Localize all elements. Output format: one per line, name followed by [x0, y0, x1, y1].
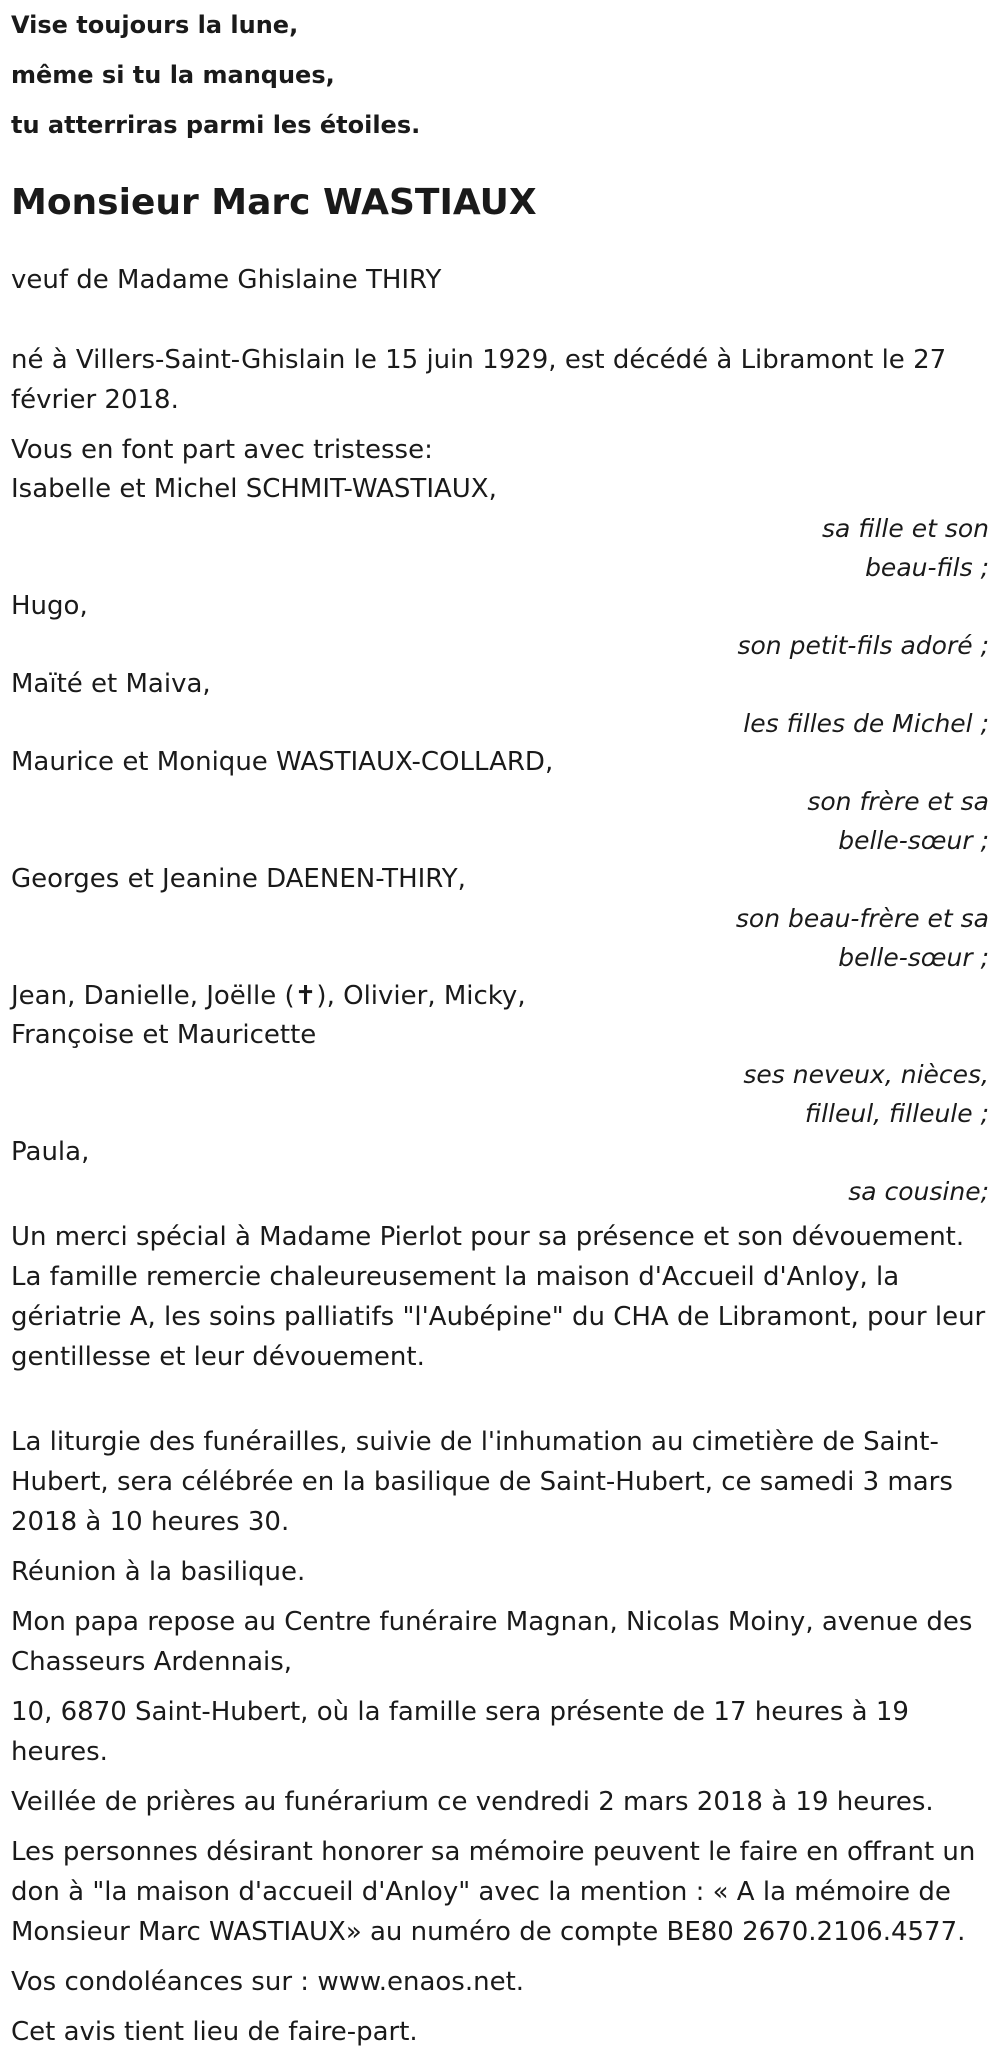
- family-names: Georges et Jeanine DAENEN-THIRY,: [11, 864, 466, 894]
- notice-text: Cet avis tient lieu de faire-part.: [11, 2017, 418, 2047]
- reunion-text: Réunion à la basilique.: [11, 1557, 306, 1587]
- quote-line: même si tu la manques,: [11, 61, 335, 89]
- family-entry: [11, 1133, 989, 1211]
- family-names: Françoise et Mauricette: [11, 1020, 317, 1050]
- birth-death-text: né à Villers-Saint-Ghislain le 15 juin 1929, est décédé à Libramont le 27 février 2018.: [11, 345, 947, 415]
- family-relation: belle-sœur ;: [838, 943, 989, 972]
- family-list: [11, 470, 989, 1211]
- family-relation: sa fille et son: [822, 514, 989, 543]
- family-relation: filleul, filleule ;: [804, 1099, 989, 1128]
- family-names: Jean, Danielle, Joëlle (✝), Olivier, Micky,: [11, 981, 526, 1011]
- family-relation: son frère et sa: [807, 787, 989, 816]
- vigil-text: Veillée de prières au funérarium ce vendredi 2 mars 2018 à 19 heures.: [11, 1787, 934, 1817]
- family-relation: belle-sœur ;: [838, 826, 989, 855]
- family-entry: [11, 665, 989, 743]
- family-names: Paula,: [11, 1137, 90, 1167]
- family-entry: [11, 587, 989, 665]
- family-names: Hugo,: [11, 591, 88, 621]
- family-relation: son beau-frère et sa: [735, 904, 989, 933]
- widow-of-text: veuf de Madame Ghislaine THIRY: [11, 265, 442, 295]
- family-relation: son petit-fils adoré ;: [737, 631, 989, 660]
- opening-quote: [11, 0, 989, 150]
- family-entry: [11, 977, 989, 1133]
- family-names: Isabelle et Michel SCHMIT-WASTIAUX,: [11, 474, 497, 504]
- special-thanks: Un merci spécial à Madame Pierlot pour sa présence et son dévouement.: [11, 1222, 965, 1252]
- family-entry: [11, 743, 989, 860]
- rest-place: Mon papa repose au Centre funéraire Magnan, Nicolas Moiny, avenue des Chasseurs Ardennais,: [11, 1607, 973, 1677]
- condolences-text: Vos condoléances sur : www.enaos.net.: [11, 1967, 525, 1997]
- family-names: Maurice et Monique WASTIAUX-COLLARD,: [11, 747, 554, 777]
- deceased-name-title: Monsieur Marc WASTIAUX: [11, 182, 537, 223]
- family-relation: ses neveux, nièces,: [743, 1060, 989, 1089]
- family-thanks: La famille remercie chaleureusement la maison d'Accueil d'Anloy, la gériatrie A, les soins palliatifs "l'Aubépine" du CHA de Libramont, pour leur gentillesse et leur dévouement.: [11, 1262, 986, 1372]
- family-relation: sa cousine;: [848, 1177, 989, 1206]
- family-relation: les filles de Michel ;: [743, 709, 989, 738]
- funeral-liturgy: La liturgie des funérailles, suivie de l'inhumation au cimetière de Saint-Hubert, sera célébrée en la basilique de Saint-Hubert, ce samedi 3 mars 2018 à 10 heures 30.: [11, 1427, 953, 1537]
- donation-text: Les personnes désirant honorer sa mémoire peuvent le faire en offrant un don à "la maison d'accueil d'Anloy" avec la mention : « A la mémoire de Monsieur Marc WASTIAUX» au numéro de compte BE80 2670.2106.4577.: [11, 1837, 976, 1947]
- quote-line: tu atterriras parmi les étoiles.: [11, 111, 421, 139]
- family-names: Maïté et Maiva,: [11, 669, 211, 699]
- family-entry: [11, 470, 989, 587]
- quote-line: Vise toujours la lune,: [11, 11, 299, 39]
- family-relation: beau-fils ;: [865, 553, 989, 582]
- rest-address: 10, 6870 Saint-Hubert, où la famille sera présente de 17 heures à 19 heures.: [11, 1697, 909, 1767]
- family-entry: [11, 860, 989, 977]
- announce-intro: Vous en font part avec tristesse:: [11, 435, 433, 465]
